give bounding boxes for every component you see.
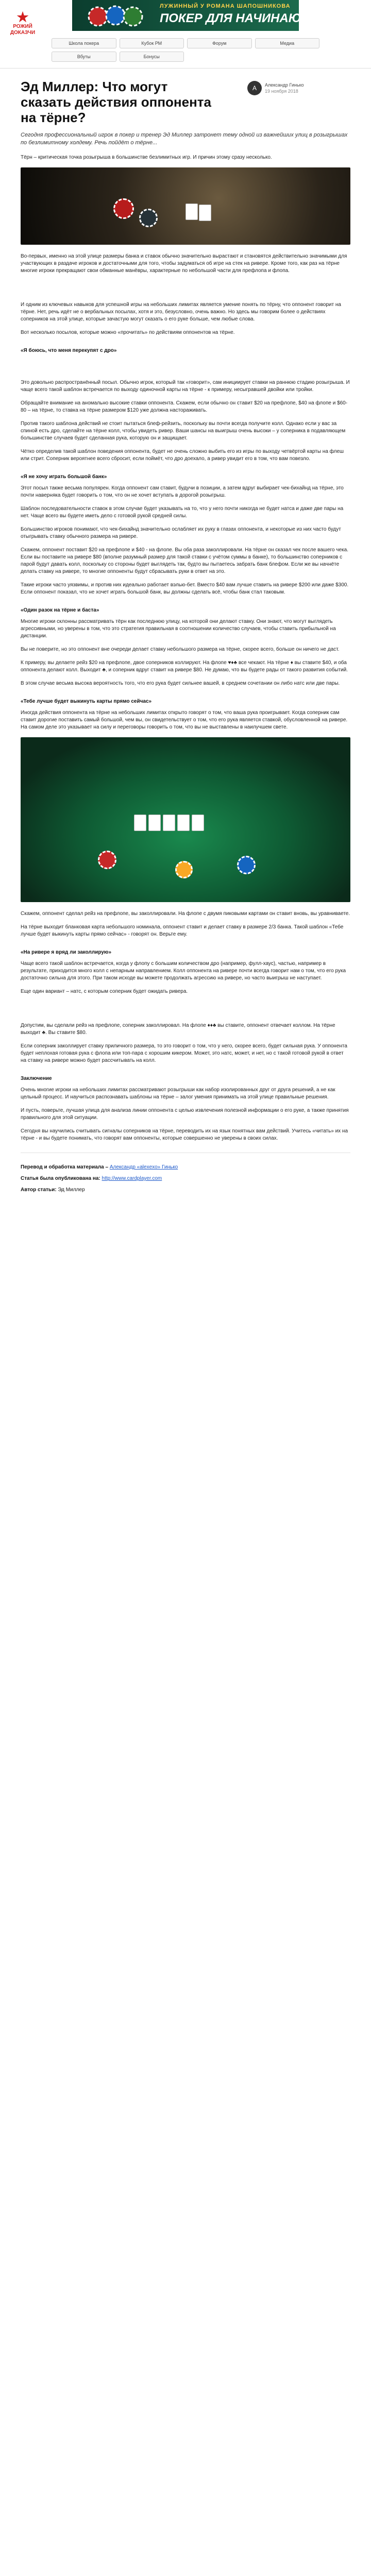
main-navigation — [52, 38, 319, 62]
chip-icon — [175, 861, 193, 878]
paragraph: К примеру, вы делаете рейз $20 на префлопе, двое соперников коллируют. На флопе ♥♦♣ все чекают. На тёрне ♦ вы ставите $40, и оба оппонента делают колл. Выходит ♣, и соперник вдруг ставит на ривере $80. Не думаю, что вы будете рады от такого развития событий. — [21, 660, 348, 673]
poker-game-photo — [21, 737, 350, 902]
source-link[interactable]: http://www.cardplayer.com — [102, 1176, 162, 1181]
banner-subtitle: ЛУЖИННЫЙ У РОМАНА ШАПОШНИКОВА — [160, 3, 291, 9]
paragraph: Шаблон последовательности ставок в этом случае будет указывать на то, что у него почти никогда не будет натса и даже две пары на нет. Чаще всего вы будете иметь дело с готовой рукой средней силы. — [21, 506, 344, 519]
article-titlebar — [21, 79, 350, 125]
section-heading: «Тебе лучше будет выкинуть карты прямо сейчас» — [21, 699, 152, 704]
source-credit: Статья была опубликована на: http://www.cardplayer.com — [21, 1176, 162, 1181]
paragraph: Это довольно распространённый посыл. Обычно игрок, который так «говорит», сам инициирует ставки на раннюю стадию розыгрыша. И чаще всего такой шаблон встречается по выходу одиночной карты на тёрне - к примеру, несыгравшей двойки или тройки. — [21, 380, 350, 393]
section-heading: «Один разок на тёрне и баста» — [21, 607, 99, 613]
paragraph: Вот несколько посылов, которые можно «прочитать» по действиям оппонентов на тёрне. — [21, 330, 235, 335]
paragraph: Еще один вариант – натс, с которым соперник будет ожидать ривера. — [21, 989, 188, 994]
paragraph: Очень многие игроки на небольших лимитах рассматривают розыгрыши как набор изолированных друг от друга решений, а не как цельный процесс. И научиться распознавать шаблоны на тёрне – залог умения принимать на этой улице правильные решения. — [21, 1087, 335, 1100]
paragraph: Этот посыл также весьма популярен. Когда оппонент сам ставит, будучи в позиции, а затем вдруг выбирает чек-бихайнд на тёрне, это почти наверняка будет говорить о том, что он не хочет вступать в дорогой розыгрыш. — [21, 485, 344, 498]
chip-icon — [98, 851, 116, 869]
logo-text: РОЖИЙ ДОКАЗЧИ — [10, 24, 36, 36]
author-block[interactable] — [247, 81, 350, 95]
card-icon — [199, 205, 211, 221]
paragraph: Вы не поверите, но это оппонент вне очереди делает ставку небольшого размера на тёрне, скорее всего, больше он ничего не даст. — [21, 647, 340, 652]
card-icon — [192, 815, 204, 831]
star-icon: ★ — [16, 9, 29, 25]
paragraph: Иногда действия оппонента на тёрне на небольших лимитах открыто говорят о том, что ваша рука проигрывает. Когда соперник сам ставит дорогие поставить самый большой, чем вы, он свидетельствует о том, что его рука является ставкой, обусловленной на ривере. На самом деле это указывает на силу и переговоры говорить о том, что вы не выставлены в наилучшем свете. — [21, 710, 348, 730]
paragraph: Сегодня вы научились считывать сигналы соперников на тёрне, переводить их на язык понятных вам действий. Учитесь «читать» их на тёрне - и вы будете понимать, что говорят вам оппоненты, которые совершенно не уверены в своих силах. — [21, 1128, 348, 1141]
site-header — [0, 0, 371, 69]
card-icon — [185, 204, 198, 220]
nav-item-media[interactable]: Медиа — [255, 38, 320, 48]
paragraph: В этом случае весьма высока вероятность того, что его рука будет сильнее вашей, в среднем сочетании он либо натс или две пары. — [21, 681, 340, 686]
card-icon — [134, 815, 146, 831]
author-credit: Автор статьи: Эд Миллер — [21, 1187, 85, 1193]
paragraph: Если соперник заколлирует ставку приличного размера, то это говорит о том, что у него, скорее всего, будет сильная рука. У оппонента будет неплохая готовая рука с флопа или топ-пара с хорошим кикером. Может, это натс, может, и нет, но с такой готовой рукой в ответ на ставку на ривере можно будет рассчитывать на колл. — [21, 1043, 347, 1063]
site-logo[interactable] — [7, 10, 38, 57]
paragraph: Чаще всего такой шаблон встречается, когда у флопу с большим количеством дро (например, фулл-хаус), частью, например в результате, приходится много колл с непарным направлением. Колл оппонента на ривере почти всегда говорит нам о том, что его рука достаточно сильна для этого. При таком исходе вы можете продолжать агрессию на ривере, но часто выигрыш не наступает. — [21, 961, 346, 981]
article-title: Эд Миллер: Что могут сказать действия оппонента на тёрне? — [21, 79, 211, 125]
article — [0, 69, 371, 1194]
poker-chips-icon — [82, 3, 155, 28]
chip-icon — [237, 856, 256, 874]
banner-title: ПОКЕР ДЛЯ НАЧИНАЮЩИХ — [160, 11, 331, 25]
paragraph: Обращайте внимание на аномально высокие ставки оппонента. Скажем, если обычно он ставит $20 на префлопе, $40 на флопе и $60-80 – на тёрне, то ставка на тёрне размером $120 уже должна настораживать. — [21, 400, 348, 413]
card-icon — [177, 815, 190, 831]
section-heading: «Я боюсь, что меня перекупят с дро» — [21, 348, 117, 353]
paragraph: Во-первых, именно на этой улице размеры банка и ставок обычно значительно вырастают и становятся действительно значимыми для участвующих в раздаче игроков и достаточными для того, чтобы задуматься об игре на стек на ривере. Кроме того, как раз на тёрне многие игроки прекращают свои обманные манёвры, характерные по небольшой части для префлопа и флопа. — [21, 253, 347, 274]
poker-table-photo — [21, 167, 350, 245]
paragraph: Против такого шаблона действий не стоит пытаться блеф-рейзить, поскольку вы почти всегда получите колл. Однако если у вас за спиной есть дро, сделайте на тёрне колл, чтобы увидеть ривер. Ваши шансы на выигрыш очень высоки – у соперника в подавляющем большинстве случаев будет сделанная рука, которую он и защищает. — [21, 421, 346, 441]
article-date: 19 ноября 2018 — [265, 89, 298, 94]
chip-icon — [113, 198, 134, 219]
nav-item-cup[interactable]: Кубок РМ — [120, 38, 184, 48]
paragraph: И одним из ключевых навыков для успешной игры на небольших лимитах является умение понять по тёрну, что оппонент говорит на тёрне. Нет, речь идёт не о вербальных посылах, хотя и это, безусловно, очень важно. Но здесь мы говорим более о действиях соперников на этой улице, которые зачастую могут сказать о его руке больше, чем любые слова. — [21, 302, 341, 322]
paragraph: И пусть, поверьте, лучшая улица для анализа линии оппонента с целью извлечения полезной информации о его руке, а также принятия правильного для этой ситуации. — [21, 1108, 349, 1121]
paragraph: Большинство игроков понимают, что чек-бихайнд значительно ослабляет их руку в глазах оппонента, и некоторые из них часто будут отыгрывать ставку обычного размера на ривере. — [21, 527, 341, 539]
article-lead: Сегодня профессиональный игрок в покер и тренер Эд Миллер затронет тему одной из важнейших улиц в розыгрышах по безлимитному холдему. Речь пойдёт о тёрне... — [21, 132, 348, 146]
card-icon — [163, 815, 175, 831]
paragraph: Скажем, оппонент сделал рейз на префлопе, вы заколлировали. На флопе с двумя пиковыми картами он ставит вновь, вы уравниваете. — [21, 911, 350, 917]
chip-icon — [139, 209, 158, 227]
author-name: Александр Гинько — [265, 82, 304, 88]
section-heading: «Я не хочу играть большой банк» — [21, 474, 107, 480]
paragraph: На тёрне выходит бланковая карта небольшого номинала, оппонент ставит и делает ставку в размере 2/3 банка. Такой шаблон «Тебе лучше будет выкинуть карты прямо сейчас» - говорят он. Верьте ему. — [21, 924, 344, 937]
nav-item-forum[interactable]: Форум — [187, 38, 252, 48]
paragraph: Чётко определив такой шаблон поведения оппонента, будет не очень сложно выбить его из игры по выходу четвёртой карты на флеш или стрит. Соперник вероятнее всего сбросит, если поймёт, что дро доехало, а ривер увидит его в том, что вам повезло. — [21, 449, 344, 462]
translator-link[interactable]: Александр «alexexo» Гинько — [109, 1164, 178, 1170]
card-icon — [148, 815, 161, 831]
nav-item-vbuty[interactable]: Вбуты — [52, 52, 116, 62]
paragraph: Допустим, вы сделали рейз на префлопе, соперник заколлировал. На флопе ♦♦♣ вы ставите, оппонент отвечает коллом. На тёрне выходит ♣. Вы ставите $80. — [21, 1023, 335, 1036]
paragraph: Многие игроки склонны рассматривать тёрн как последнюю улицу, на которой они делают ставку. Они знают, что могут выглядеть агрессивными, но уверены в том, что это стратегия правильная в соотношении количество случаев, чтобы ставить прибыльной на дистанции. — [21, 619, 336, 639]
paragraph: Такие игроки часто уязвимы, и против них идеально работает вэлью-бет. Вместо $40 вам лучше ставить на ривере $200 или даже $300. Если оппонент показал, что не хочет играть большой банк, вы должны сделать всё, чтобы банк стал таковым. — [21, 582, 349, 595]
nav-item-school[interactable]: Школа покера — [52, 38, 116, 48]
avatar: А — [247, 81, 262, 95]
section-heading: Заключение — [21, 1076, 52, 1081]
paragraph: Скажем, оппонент поставит $20 на префлопе и $40 - на флопе. Вы оба раза заколлировали. На тёрне он сказал чек после вашего чека. Если вы поставите на ривере $80 (вполне разумный размер для такой ставки с учётом суммы в банке), то большинство соперников с парой будут давать колл, поскольку со стороны будет выглядеть так, будто вы пытаетесь забрать банк блефом. Если же вы начнёте делать ставку на ривере, то многие оппоненты будут сбрасывать руки в ответ на это. — [21, 547, 348, 574]
nav-item-bonuses[interactable]: Бонусы — [120, 52, 184, 62]
section-heading: «На ривере я вряд ли заколлирую» — [21, 950, 112, 955]
translation-credit: Перевод и обработка материала – Александр «alexexo» Гинько — [21, 1164, 178, 1170]
promo-banner[interactable] — [72, 0, 331, 31]
intro-paragraph: Тёрн – критическая точка розыгрыша в большинстве безлимитных игр. И причин этому сразу несколько. — [21, 155, 272, 160]
